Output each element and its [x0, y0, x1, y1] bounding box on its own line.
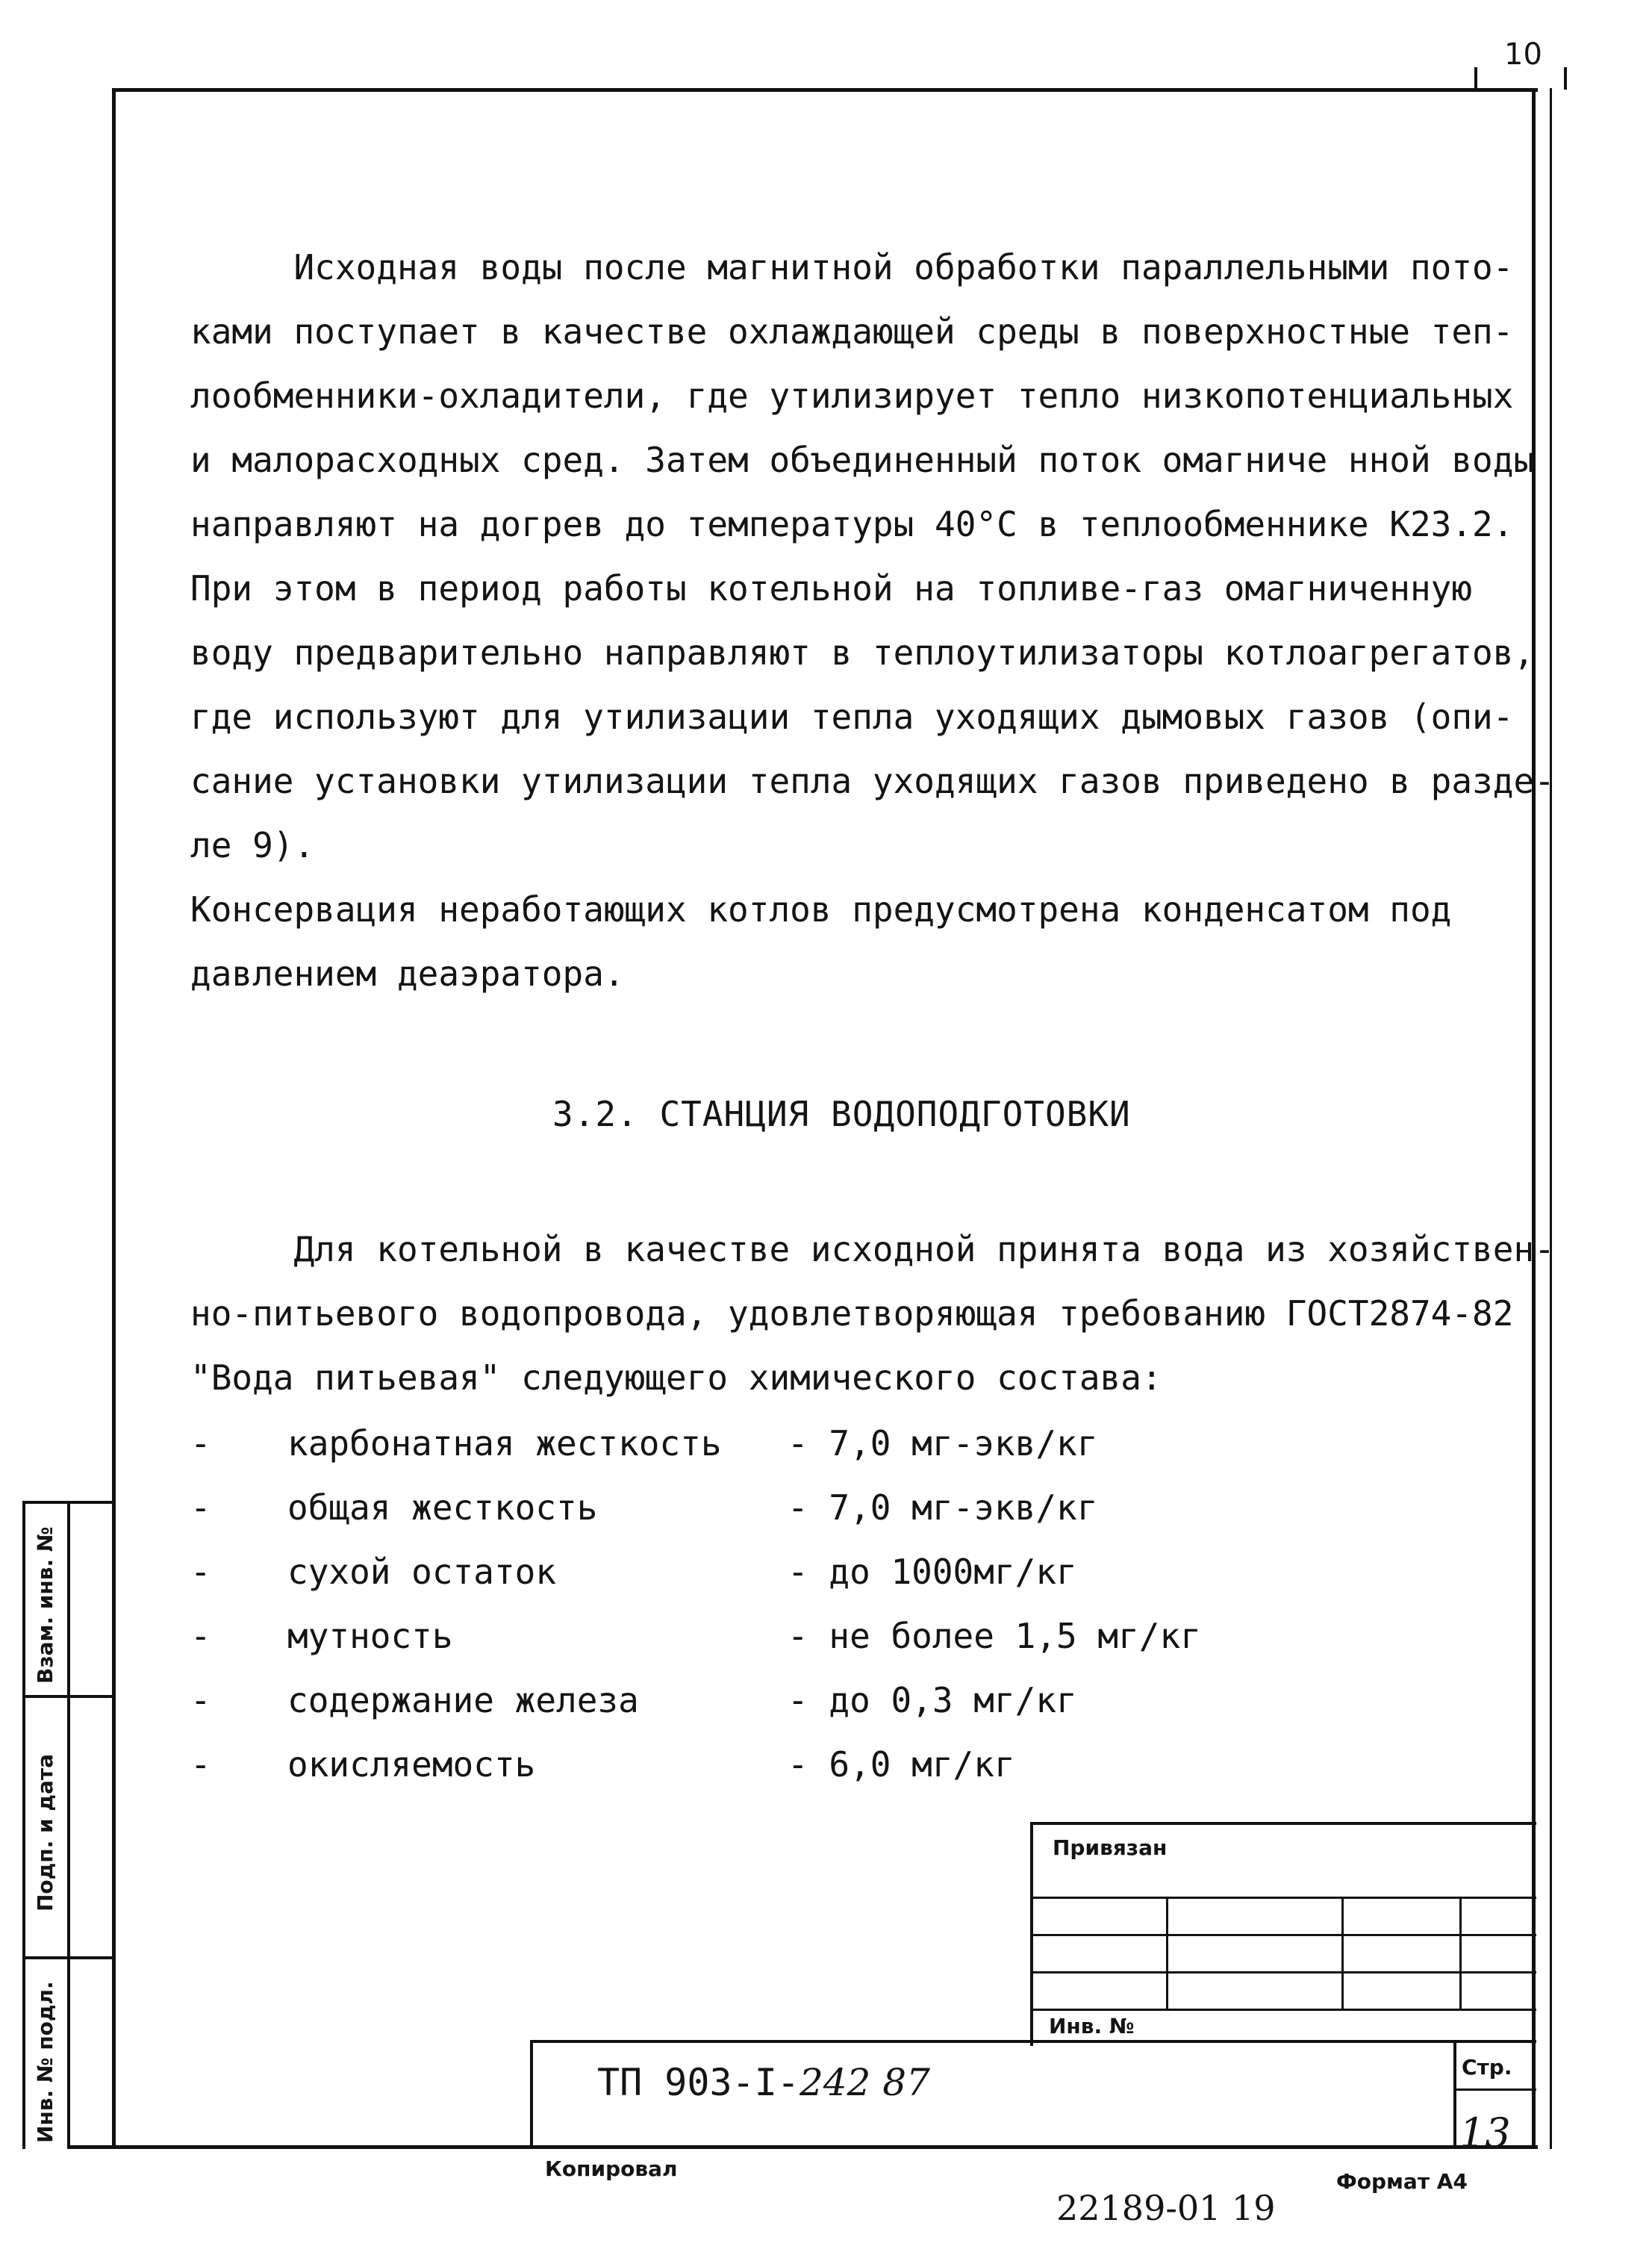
- stamp-col-line-3: [1459, 1897, 1462, 2009]
- footer-kopiroval: Копировал: [545, 2156, 678, 2181]
- composition-value: - 7,0 мг-экв/кг: [788, 1423, 1098, 1464]
- list-dash: -: [190, 1616, 211, 1656]
- composition-name: сухой остаток: [287, 1552, 557, 1592]
- text-line: ле 9).: [190, 825, 315, 865]
- footer-number: 22189-01 19: [1056, 2188, 1276, 2228]
- text-line: сание установки утилизации тепла уходящих газов приведено в разде-: [190, 761, 1555, 801]
- list-dash: -: [190, 1744, 211, 1785]
- document-code-handwritten: 242 87: [799, 2061, 930, 2104]
- text-line: и малорасходных сред. Затем объединенный поток омагниче нной воды: [190, 440, 1535, 480]
- composition-name: карбонатная жесткость: [287, 1423, 722, 1464]
- stamp-box-top: [1030, 1822, 1536, 1825]
- paragraph-2: [190, 1217, 1555, 1411]
- page-cell-left: [1453, 2040, 1456, 2149]
- side-label-vzam-inv: Взам. инв. №: [33, 1526, 57, 1684]
- text-line: лообменники-охладители, где утилизирует тепло низкопотенциальных: [190, 376, 1514, 416]
- page-number: 13: [1459, 2109, 1511, 2156]
- text-line: ками поступает в качестве охлаждающей среды в поверхностные теп-: [190, 311, 1514, 352]
- composition-value: - не более 1,5 мг/кг: [788, 1616, 1201, 1656]
- composition-row: [190, 1475, 1310, 1540]
- composition-row: [190, 1732, 1310, 1797]
- top-page-mark: 10: [1504, 37, 1542, 72]
- composition-row: [190, 1540, 1310, 1604]
- paragraph-1: [190, 235, 1555, 1057]
- footer-format: Формат А4: [1336, 2169, 1468, 2194]
- list-dash: -: [190, 1552, 211, 1592]
- text-line: где используют для утилизации тепла уходящих дымовых газов (опи-: [190, 697, 1514, 737]
- text-line: но-питьевого водопровода, удовлетворяющая требованию ГОСТ2874-82: [190, 1293, 1514, 1334]
- composition-name: мутность: [287, 1616, 453, 1656]
- text-line: При этом в период работы котельной на топливе-газ омагниченную: [190, 568, 1473, 609]
- composition-row: [190, 1604, 1310, 1668]
- frame-right: [1532, 88, 1536, 2149]
- page-label: Стр.: [1462, 2055, 1512, 2080]
- text-line: воду предварительно направляют в теплоутилизаторы котлоагрегатов,: [190, 632, 1535, 673]
- section-heading: 3.2. СТАНЦИЯ ВОДОПОДГОТОВКИ: [552, 1094, 1131, 1134]
- composition-value: - до 1000мг/кг: [788, 1552, 1077, 1592]
- stamp-inv-no-label: Инв. №: [1049, 2014, 1135, 2038]
- code-box-top: [530, 2040, 1536, 2043]
- composition-name: окисляемость: [287, 1744, 536, 1785]
- top-mark-tick-right: [1564, 67, 1567, 90]
- stamp-col-line-2: [1341, 1897, 1344, 2009]
- composition-name: общая жесткость: [287, 1487, 598, 1528]
- side-col-top: [22, 1501, 112, 1504]
- text-line: Для котельной в качестве исходной принята вода из хозяйствен-: [190, 1229, 1555, 1269]
- composition-value: - 6,0 мг/кг: [788, 1744, 1015, 1785]
- text-line: направляют на догрев до температуры 40°С в теплообменнике К23.2.: [190, 504, 1514, 544]
- text-line: "Вода питьевая" следующего химического состава:: [190, 1357, 1162, 1398]
- composition-row: [190, 1411, 1310, 1475]
- text-line: Консервация неработающих котлов предусмотрена конденсатом под: [190, 889, 1452, 930]
- composition-row: [190, 1668, 1310, 1732]
- side-col-div1: [22, 1695, 112, 1698]
- list-dash: -: [190, 1423, 211, 1464]
- stamp-col-line-1: [1166, 1897, 1168, 2009]
- side-col-div2: [22, 1956, 112, 1959]
- side-label-inv-podl: Инв. № подл.: [33, 1981, 57, 2143]
- document-code: [597, 2061, 930, 2104]
- frame-left: [112, 88, 116, 2149]
- text-line: Исходная воды после магнитной обработки параллельными пото-: [190, 247, 1514, 287]
- composition-value: - до 0,3 мг/кг: [788, 1680, 1077, 1720]
- page-cell-divider: [1453, 2088, 1536, 2091]
- list-dash: -: [190, 1680, 211, 1720]
- frame-top: [112, 88, 1538, 92]
- composition-name: содержание железа: [287, 1680, 639, 1720]
- frame-right-outer: [1550, 88, 1552, 2149]
- document-code-typed: ТП 903-I-: [597, 2061, 799, 2104]
- side-col-left: [22, 1501, 25, 2149]
- stamp-row-line-4: [1030, 2009, 1536, 2011]
- side-label-podp-data: Подп. и дата: [33, 1753, 57, 1912]
- text-line: давлением деаэратора.: [190, 954, 625, 994]
- side-col-mid: [67, 1501, 70, 2149]
- frame-bottom: [67, 2145, 1538, 2149]
- composition-value: - 7,0 мг-экв/кг: [788, 1487, 1098, 1528]
- list-dash: -: [190, 1487, 211, 1528]
- code-box-left: [530, 2040, 533, 2149]
- stamp-privyazan-label: Привязан: [1053, 1835, 1168, 1860]
- top-mark-tick-left: [1474, 67, 1477, 90]
